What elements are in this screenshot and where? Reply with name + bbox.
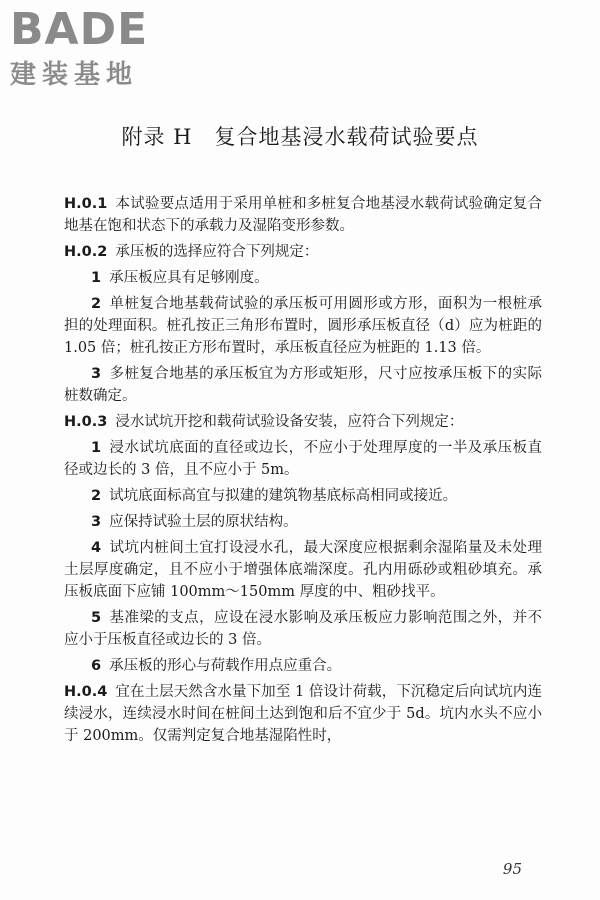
item-text: 基准梁的支点，应设在浸水影响及承压板应力影响范围之外，并不应小于压板直径或边长的 3 倍。: [64, 610, 542, 648]
logo-brand: BADE: [10, 4, 149, 55]
clause-h02: [64, 241, 542, 263]
clause-text: 承压板的选择应符合下列规定：: [115, 244, 319, 260]
item-text: 应保持试验土层的原状结构。: [109, 514, 298, 530]
item-number: 6: [91, 658, 102, 674]
item: [64, 537, 542, 603]
page-title: 附录 H 复合地基浸水载荷试验要点: [121, 125, 479, 149]
item-number: 2: [91, 296, 102, 312]
logo: [10, 6, 180, 94]
item-number: 3: [91, 366, 102, 382]
item-text: 承压板应具有足够刚度。: [109, 270, 269, 286]
item-number: 2: [91, 488, 102, 504]
item: [64, 437, 542, 481]
clause-text: 宜在土层天然含水量下加至 1 倍设计荷载，下沉稳定后向试坑内连续浸水，连续浸水时间在桩间土达到饱和后不宜少于 5d。坑内水头不应小于 200mm。仅需判定复合地基湿陷性时，: [64, 684, 542, 744]
document-body: [64, 193, 542, 751]
clause-text: 浸水试坑开挖和载荷试验设备安装，应符合下列规定：: [115, 414, 464, 430]
item: [64, 655, 542, 677]
item: [64, 485, 542, 507]
item-number: 5: [91, 610, 102, 626]
clause-h04: [64, 681, 542, 747]
item: [64, 267, 542, 289]
clause-h03: [64, 411, 542, 433]
logo-subtitle: 建装基地: [10, 60, 139, 90]
item-text: 试坑底面标高宜与拟建的建筑物基底标高相同或接近。: [109, 488, 458, 504]
clause-id: H.0.4: [64, 684, 108, 700]
item-text: 浸水试坑底面的直径或边长，不应小于处理厚度的一半及承压板直径或边长的 3 倍，且不应小于 5m。: [64, 440, 542, 478]
clause-id: H.0.1: [64, 196, 108, 212]
clause-id: H.0.2: [64, 244, 108, 260]
item-number: 1: [91, 270, 102, 286]
item-number: 4: [91, 540, 102, 556]
item-number: 3: [91, 514, 102, 530]
item: [64, 363, 542, 407]
clause-id: H.0.3: [64, 414, 108, 430]
item: [64, 607, 542, 651]
clause-h01: [64, 193, 542, 237]
item-text: 试坑内桩间土宜打设浸水孔，最大深度应根据剩余湿陷量及未处理土层厚度确定，且不应小于增强体底端深度。孔内用砾砂或粗砂填充。承压板底面下应铺 100mm～150mm 厚度的中、粗砂找平。: [64, 540, 542, 600]
item: [64, 293, 542, 359]
clause-text: 本试验要点适用于采用单桩和多桩复合地基浸水载荷试验确定复合地基在饱和状态下的承载力及湿陷变形参数。: [64, 196, 542, 234]
item-number: 1: [91, 440, 102, 456]
page-number: 95: [502, 860, 522, 878]
item-text: 单桩复合地基载荷试验的承压板可用圆形或方形，面积为一根桩承担的处理面积。桩孔按正三角形布置时，圆形承压板直径（d）应为桩距的 1.05 倍；桩孔按正方形布置时，承压板直径应为桩距的 1.13 倍。: [64, 296, 542, 356]
item: [64, 511, 542, 533]
item-text: 多桩复合地基的承压板宜为方形或矩形，尺寸应按承压板下的实际桩数确定。: [64, 366, 542, 404]
item-text: 承压板的形心与荷载作用点应重合。: [109, 658, 342, 674]
